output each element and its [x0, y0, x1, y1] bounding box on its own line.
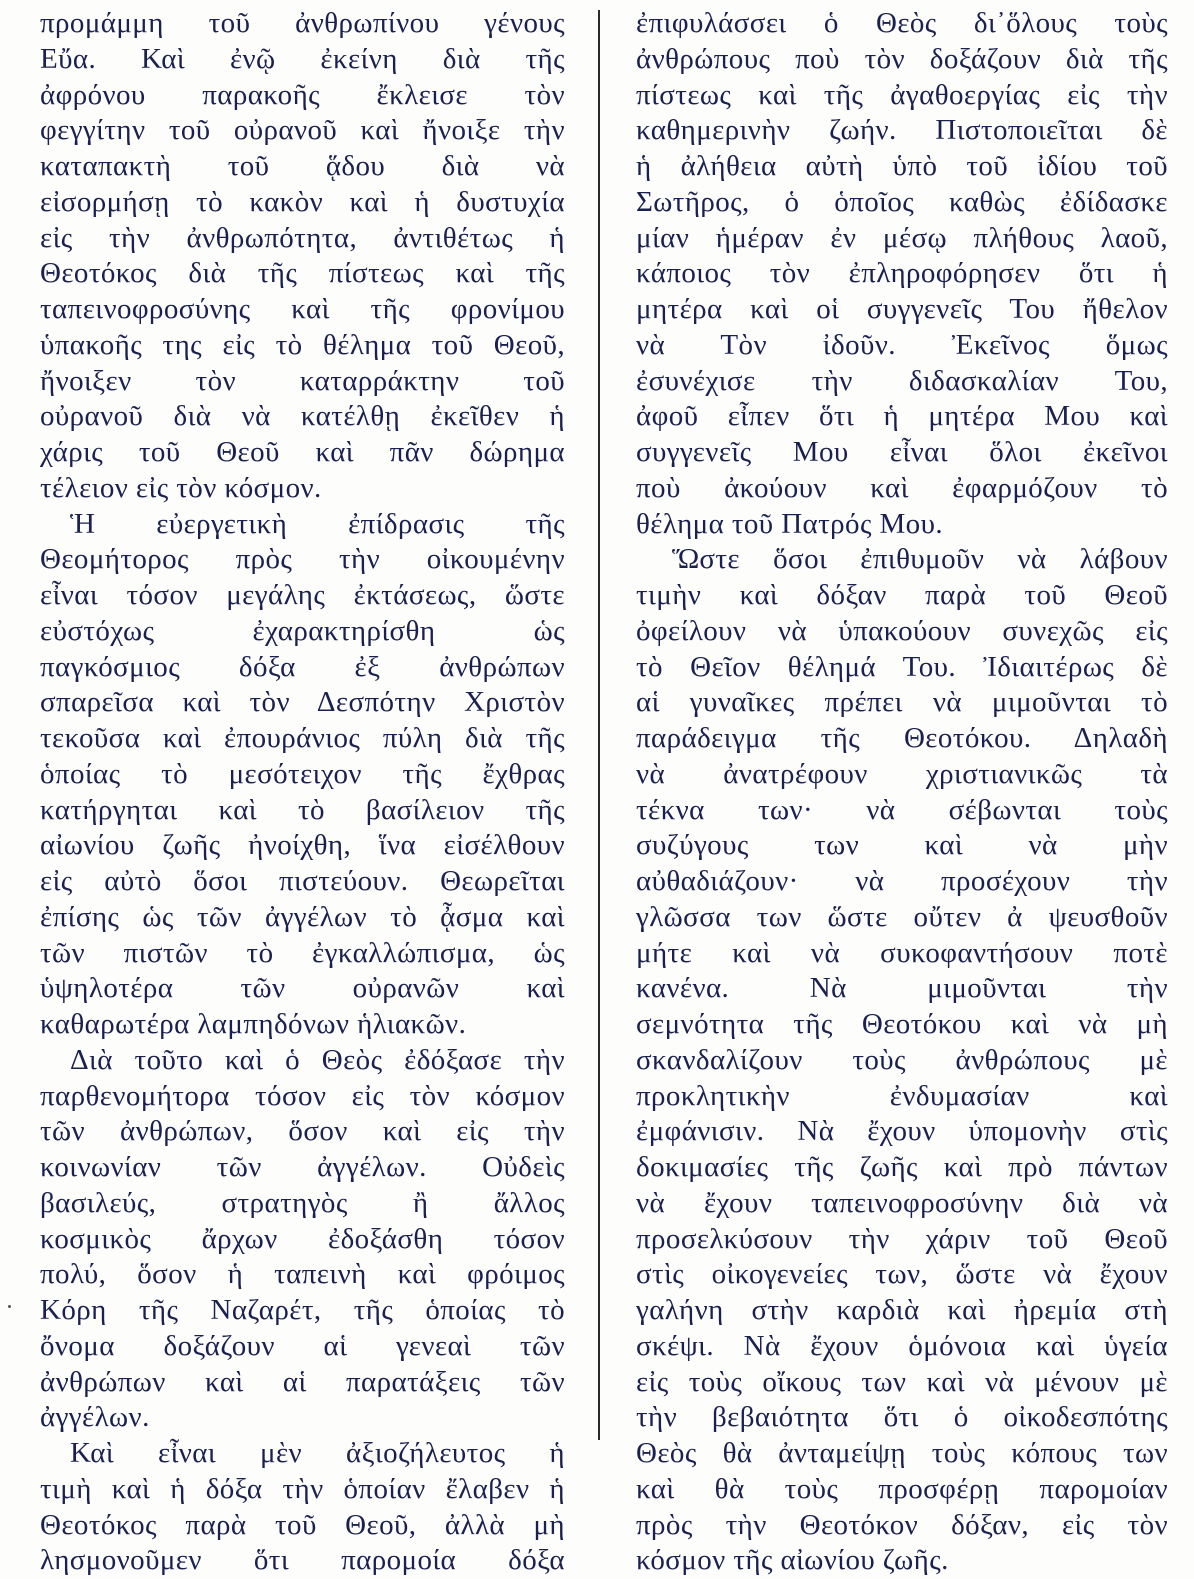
column-divider: [598, 10, 600, 1440]
text-line: νὰ ἀνατρέφουν χριστιανικῶς τὰ: [636, 757, 1168, 790]
text-line: σεμνότητα τῆς Θεοτόκου καὶ νὰ μὴ: [636, 1008, 1168, 1040]
text-line: εἰσορμήσῃ τὸ κακὸν καὶ ἡ δυστυχία: [40, 185, 565, 218]
text-line: μίαν ἡμέραν ἐν μέσῳ πλήθους λαοῦ,: [636, 221, 1168, 254]
text-line: ὑπακοῆς της εἰς τὸ θέλημα τοῦ Θεοῦ,: [40, 328, 565, 361]
text-line: τὴν βεβαιότητα ὅτι ὁ οἰκοδεσπότης: [636, 1401, 1168, 1434]
text-line: ἤνοιξεν τὸν καταρράκτην τοῦ: [40, 364, 565, 397]
text-line: σπαρεῖσα καὶ τὸν Δεσπότην Χριστὸν: [40, 686, 565, 719]
text-line: νὰ Τὸν ἰδοῦν. Ἐκεῖνος ὅμως: [636, 328, 1168, 361]
text-line: Θεὸς θὰ ἀνταμείψῃ τοὺς κόπους των: [636, 1437, 1168, 1469]
text-line: ἀφρόνου παρακοῆς ἔκλεισε τὸν: [40, 78, 565, 111]
text-line: Διὰ τοῦτο καὶ ὁ Θεὸς ἐδόξασε τὴν: [70, 1043, 565, 1076]
text-line: εἰς τὴν ἀνθρωπότητα, ἀντιθέτως ἡ: [40, 221, 565, 254]
text-line: ἐσυνέχισε τὴν διδασκαλίαν Του,: [636, 364, 1168, 397]
text-line: καὶ θὰ τοὺς προσφέρῃ παρομοίαν: [636, 1472, 1168, 1505]
text-line: ὄνομα δοξάζουν αἱ γενεαὶ τῶν: [40, 1329, 565, 1362]
text-line: ἀνθρώπων καὶ αἱ παρατάξεις τῶν: [40, 1365, 565, 1398]
text-line: Εὔα. Καὶ ἐνῷ ἐκείνη διὰ τῆς: [40, 42, 565, 75]
text-line: καθημερινὴν ζωήν. Πιστοποιεῖται δὲ: [636, 114, 1168, 147]
scan-speck: [8, 1305, 11, 1308]
text-line: τέκνα των· νὰ σέβωνται τοὺς: [636, 793, 1168, 826]
text-line: σκανδαλίζουν τοὺς ἀνθρώπους μὲ: [636, 1043, 1168, 1076]
text-line: προκλητικὴν ἐνδυμασίαν καὶ: [636, 1079, 1168, 1112]
text-line: τὸ Θεῖον θέλημά Του. Ἰδιαιτέρως δὲ: [636, 650, 1168, 683]
text-line: Κόρη τῆς Ναζαρέτ, τῆς ὁποίας τὸ: [40, 1294, 565, 1326]
text-line: καθαρωτέρα λαμπηδόνων ἡλιακῶν.: [40, 1008, 467, 1040]
text-line: ἐπίσης ὡς τῶν ἀγγέλων τὸ ᾆσμα καὶ: [40, 900, 565, 933]
text-line: συζύγους των καὶ νὰ μὴν: [636, 829, 1168, 862]
text-line: Ὥστε ὅσοι ἐπιθυμοῦν νὰ λάβουν: [672, 543, 1168, 576]
text-line: Θεοτόκος διὰ τῆς πίστεως καὶ τῆς: [40, 257, 565, 290]
text-line: κοσμικὸς ἄρχων ἐδοξάσθη τόσον: [40, 1222, 565, 1255]
text-line: προμάμμη τοῦ ἀνθρωπίνου γένους: [40, 7, 565, 39]
text-line: κατήργηται καὶ τὸ βασίλειον τῆς: [40, 793, 565, 826]
text-line: ἀφοῦ εἶπεν ὅτι ἡ μητέρα Μου καὶ: [636, 400, 1168, 433]
text-line: αἱ γυναῖκες πρέπει νὰ μιμοῦνται τὸ: [636, 686, 1168, 719]
text-line: ταπεινοφροσύνης καὶ τῆς φρονίμου: [40, 293, 565, 325]
text-line: κόσμον τῆς αἰωνίου ζωῆς.: [636, 1544, 949, 1577]
text-line: συγγενεῖς Μου εἶναι ὅλοι ἐκεῖνοι: [636, 436, 1168, 468]
text-line: τῶν ἀνθρώπων, ὅσον καὶ εἰς τὴν: [40, 1115, 565, 1148]
text-line: εἶναι τόσον μεγάλης ἐκτάσεως, ὥστε: [40, 579, 565, 611]
text-line: Θεοτόκος παρὰ τοῦ Θεοῦ, ἀλλὰ μὴ: [40, 1508, 565, 1541]
text-line: παγκόσμιος δόξα ἐξ ἀνθρώπων: [40, 650, 565, 683]
text-line: πίστεως καὶ τῆς ἀγαθοεργίας εἰς τὴν: [636, 78, 1168, 111]
text-line: ὑψηλοτέρα τῶν οὐρανῶν καὶ: [40, 972, 565, 1005]
text-line: θέλημα τοῦ Πατρός Μου.: [636, 507, 943, 540]
left-text-column: [40, 6, 565, 1579]
text-line: αἰωνίου ζωῆς ἠνοίχθη, ἵνα εἰσέλθουν: [40, 829, 565, 862]
text-line: στὶς οἰκογενείες των, ὥστε νὰ ἔχουν: [636, 1258, 1168, 1291]
text-line: παράδειγμα τῆς Θεοτόκου. Δηλαδὴ: [636, 722, 1168, 754]
text-line: πολύ, ὅσον ἡ ταπεινὴ καὶ φρόιμος: [40, 1258, 565, 1291]
text-line: Καὶ εἶναι μὲν ἀξιοζήλευτος ἡ: [70, 1437, 565, 1469]
text-line: νὰ ἔχουν ταπεινοφροσύνην διὰ νὰ: [636, 1186, 1168, 1219]
text-line: γαλήνη στὴν καρδιὰ καὶ ἠρεμία στὴ: [636, 1294, 1168, 1326]
text-line: τέλειον εἰς τὸν κόσμον.: [40, 471, 322, 504]
text-line: τιμὴ καὶ ἡ δόξα τὴν ὁποίαν ἔλαβεν ἡ: [40, 1472, 565, 1505]
text-line: εἰς αὐτὸ ὅσοι πιστεύουν. Θεωρεῖται: [40, 865, 565, 897]
text-line: προσελκύσουν τὴν χάριν τοῦ Θεοῦ: [636, 1222, 1168, 1255]
text-line: Σωτῆρος, ὁ ὁποῖος καθὼς ἐδίδασκε: [636, 185, 1168, 218]
text-line: ἐμφάνισιν. Νὰ ἔχουν ὑπομονὴν στὶς: [636, 1115, 1168, 1148]
text-line: σκέψι. Νὰ ἔχουν ὁμόνοια καὶ ὑγεία: [636, 1329, 1168, 1362]
text-line: βασιλεύς, στρατηγὸς ἢ ἄλλος: [40, 1186, 565, 1219]
text-line: πρὸς τὴν Θεοτόκον δόξαν, εἰς τὸν: [636, 1508, 1168, 1541]
text-line: εἰς τοὺς οἴκους των καὶ νὰ μένουν μὲ: [636, 1365, 1168, 1398]
text-line: κάποιος τὸν ἐπληροφόρησεν ὅτι ἡ: [636, 257, 1168, 290]
text-line: τεκοῦσα καὶ ἐπουράνιος πύλη διὰ τῆς: [40, 722, 565, 754]
right-text-column: [636, 6, 1168, 1579]
text-line: ἀγγέλων.: [40, 1401, 150, 1434]
text-line: χάρις τοῦ Θεοῦ καὶ πᾶν δώρημα: [40, 436, 565, 468]
text-line: φεγγίτην τοῦ οὐρανοῦ καὶ ἤνοιξε τὴν: [40, 114, 565, 147]
text-line: τῶν πιστῶν τὸ ἐγκαλλώπισμα, ὡς: [40, 936, 565, 969]
text-line: κοινωνίαν τῶν ἀγγέλων. Οὐδεὶς: [40, 1151, 565, 1183]
text-line: παρθενομήτορα τόσον εἰς τὸν κόσμον: [40, 1079, 565, 1112]
text-line: Θεομήτορος πρὸς τὴν οἰκουμένην: [40, 543, 565, 576]
text-line: ὀφείλουν νὰ ὑπακούουν συνεχῶς εἰς: [636, 614, 1168, 647]
text-line: Ἡ εὐεργετικὴ ἐπίδρασις τῆς: [70, 507, 565, 540]
text-line: εὐστόχως ἐχαρακτηρίσθη ὡς: [40, 614, 565, 647]
text-line: ἐπιφυλάσσει ὁ Θεὸς δι᾽ὅλους τοὺς: [636, 7, 1168, 39]
text-line: μήτε καὶ νὰ συκοφαντήσουν ποτὲ: [636, 936, 1168, 969]
text-line: ποὺ ἀκούουν καὶ ἐφαρμόζουν τὸ: [636, 471, 1168, 504]
text-line: κανένα. Νὰ μιμοῦνται τὴν: [636, 972, 1168, 1005]
text-line: ἡ ἀλήθεια αὐτὴ ὑπὸ τοῦ ἰδίου τοῦ: [636, 150, 1168, 182]
text-line: γλῶσσα των ὥστε οὔτεν ἀ ψευσθοῦν: [636, 900, 1168, 933]
text-line: ἀνθρώπους ποὺ τὸν δοξάζουν διὰ τῆς: [636, 42, 1168, 75]
text-line: αὐθαδιάζουν· νὰ προσέχουν τὴν: [636, 865, 1168, 897]
text-line: οὐρανοῦ διὰ νὰ κατέλθῃ ἐκεῖθεν ἡ: [40, 400, 565, 433]
text-line: δοκιμασίες τῆς ζωῆς καὶ πρὸ πάντων: [636, 1151, 1168, 1183]
text-line: καταπακτὴ τοῦ ᾅδου διὰ νὰ: [40, 150, 565, 182]
text-line: τιμὴν καὶ δόξαν παρὰ τοῦ Θεοῦ: [636, 579, 1168, 611]
text-line: μητέρα καὶ οἱ συγγενεῖς Του ἤθελον: [636, 293, 1168, 325]
text-line: λησμονοῦμεν ὅτι παρομοία δόξα: [40, 1544, 565, 1577]
text-line: ὁποίας τὸ μεσότειχον τῆς ἔχθρας: [40, 757, 565, 790]
